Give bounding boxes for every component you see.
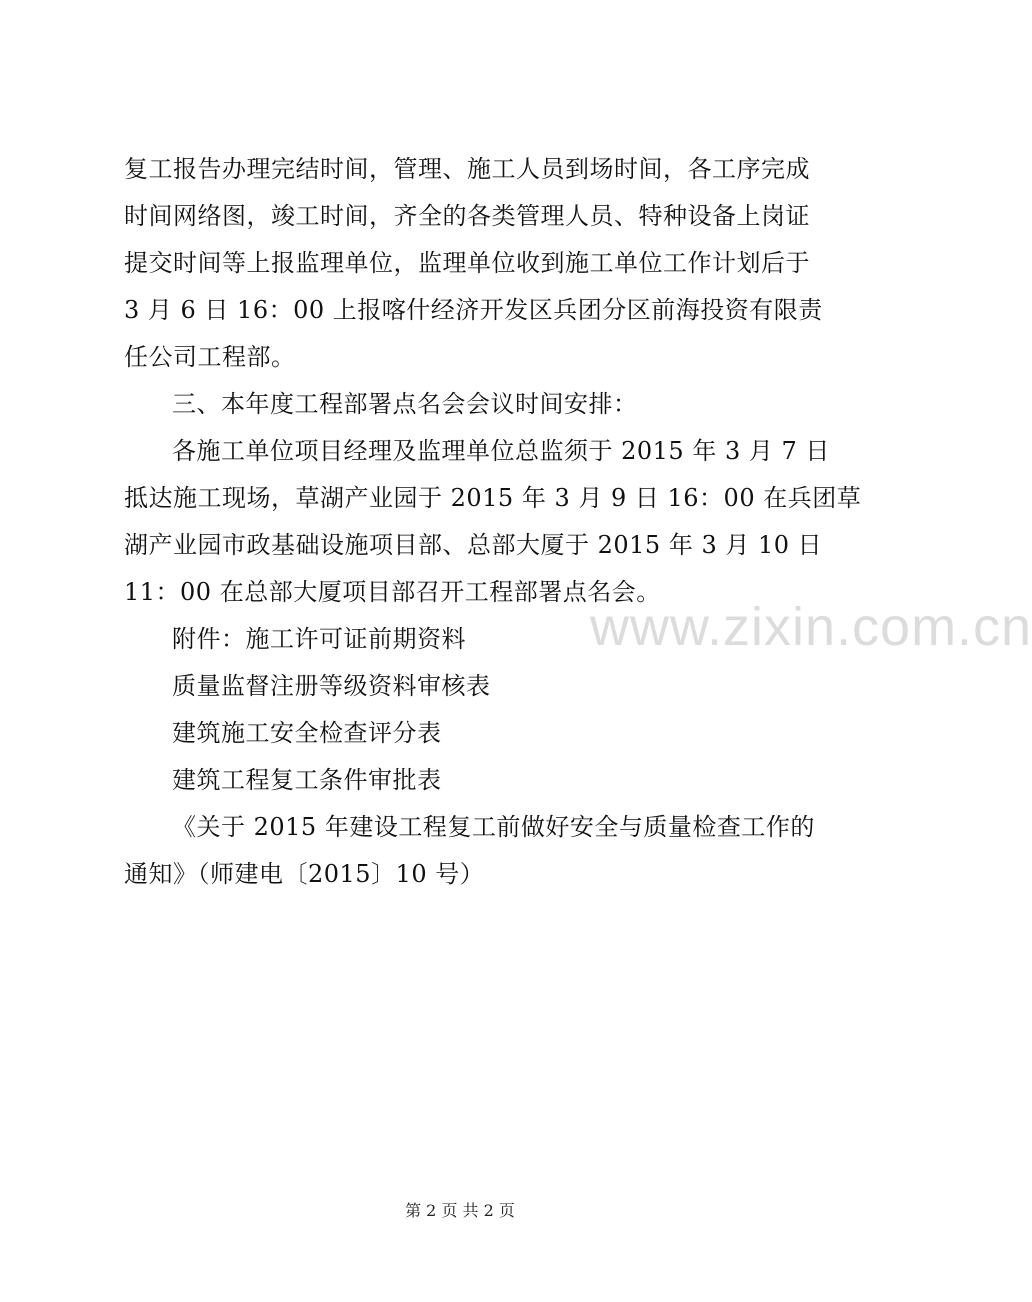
- paragraph-line: 3 月 6 日 16：00 上报喀什经济开发区兵团分区前海投资有限责: [124, 296, 823, 324]
- section-heading: 三、本年度工程部署点名会会议时间安排：: [172, 390, 638, 418]
- paragraph-line: 任公司工程部。: [124, 343, 296, 371]
- paragraph-line: 抵达施工现场，草湖产业园于 2015 年 3 月 9 日 16：00 在兵团草: [124, 484, 862, 512]
- paragraph-line: 时间网络图，竣工时间，齐全的各类管理人员、特种设备上岗证: [124, 202, 810, 230]
- paragraph-line: 各施工单位项目经理及监理单位总监须于 2015 年 3 月 7 日: [172, 437, 830, 465]
- page-number-footer: 第 2 页 共 2 页: [405, 1201, 515, 1220]
- attachment-label: 附件：施工许可证前期资料: [172, 625, 466, 653]
- watermark: www.zixin.com.cn: [590, 597, 1032, 657]
- attachment-item: 通知》（师建电〔2015〕10 号）: [124, 860, 485, 888]
- paragraph-line: 湖产业园市政基础设施项目部、总部大厦于 2015 年 3 月 10 日: [124, 531, 823, 559]
- paragraph-line: 11：00 在总部大厦项目部召开工程部署点名会。: [124, 578, 661, 606]
- attachment-item: 质量监督注册等级资料审核表: [172, 672, 491, 700]
- attachment-item: 建筑工程复工条件审批表: [172, 766, 442, 794]
- paragraph-line: 复工报告办理完结时间，管理、施工人员到场时间，各工序完成: [124, 155, 810, 183]
- attachment-item: 建筑施工安全检查评分表: [172, 719, 442, 747]
- attachment-item: 《关于 2015 年建设工程复工前做好安全与质量检查工作的: [172, 813, 815, 841]
- paragraph-line: 提交时间等上报监理单位，监理单位收到施工单位工作计划后于: [124, 249, 810, 277]
